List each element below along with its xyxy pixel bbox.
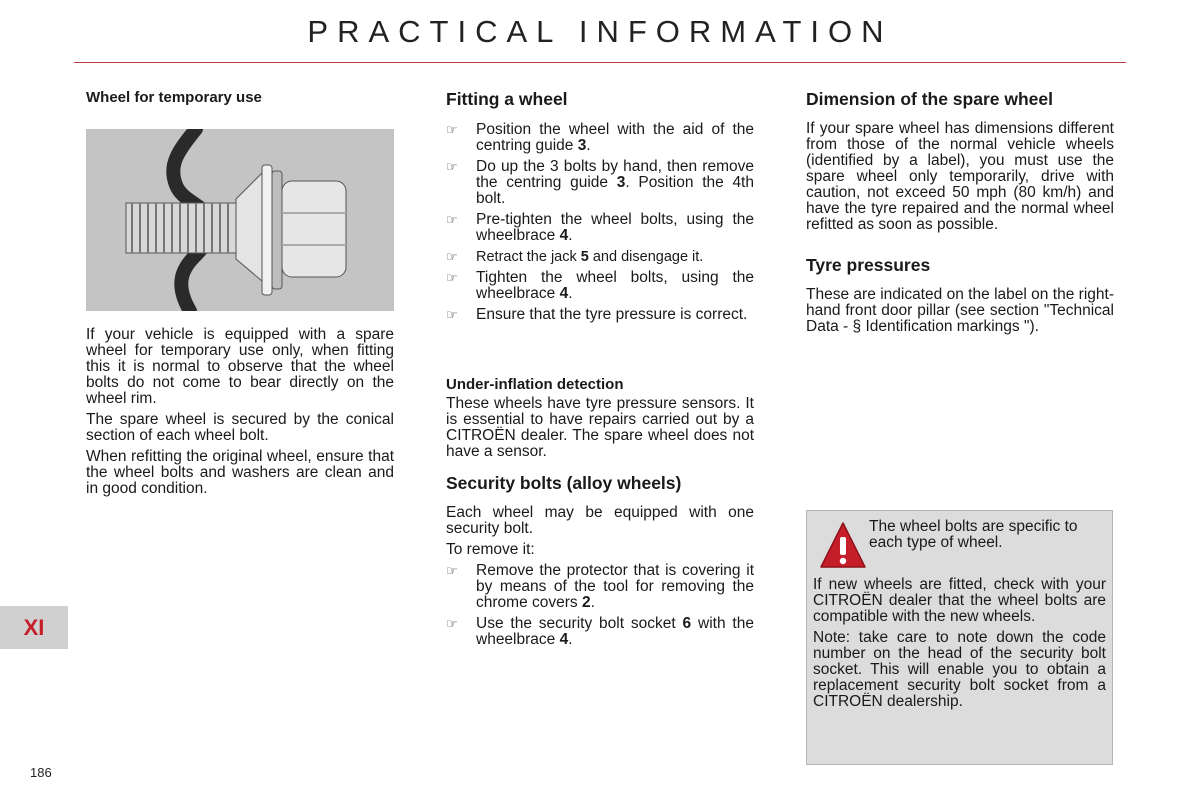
column-wheel-temporary	[86, 90, 394, 502]
security-steps-list	[446, 563, 754, 648]
list-item: ☞ Use the security bolt socket 6 with the wheelbrace 4.	[446, 615, 754, 648]
list-item: ☞ Ensure that the tyre pressure is correct.	[446, 306, 748, 323]
list-item: ☞ Retract the jack 5 and disengage it.	[446, 249, 704, 265]
warning-paragraph-1: If new wheels are fitted, check with your CITROËN dealer that the wheel bolts are compatible with the new wheels.	[813, 576, 1106, 625]
list-item: ☞ Position the wheel with the aid of the centring guide 3.	[446, 121, 754, 154]
pointing-hand-icon: ☞	[446, 307, 458, 322]
header-divider	[74, 62, 1126, 63]
paragraph-temporary-3: When refitting the original wheel, ensure that the wheel bolts and washers are clean and in good condition.	[86, 448, 394, 497]
paragraph-security-remove: To remove it:	[446, 541, 535, 558]
warning-box	[806, 510, 1113, 765]
heading-underinflation: Under-inflation detection	[446, 376, 624, 393]
list-item: ☞ Tighten the wheel bolts, using the wheelbrace 4.	[446, 269, 754, 302]
pointing-hand-icon: ☞	[446, 249, 458, 264]
heading-fitting-wheel: Fitting a wheel	[446, 89, 568, 109]
heading-tyre-pressures: Tyre pressures	[806, 255, 931, 275]
paragraph-spare-dimension: If your spare wheel has dimensions different from those of the normal vehicle wheels (identified by a label), you must use the spare wheel only temporarily, drive with caution, not exceed 50 mph (80 km/h) and have the tyre repaired and the normal wheel refitted as soon as possible.	[806, 120, 1114, 233]
wheel-bolt-illustration	[86, 129, 394, 311]
chapter-tab: XI	[0, 606, 68, 649]
paragraph-temporary-2: The spare wheel is secured by the conical section of each wheel bolt.	[86, 411, 394, 444]
warning-triangle-icon	[813, 519, 869, 571]
list-item: ☞ Pre-tighten the wheel bolts, using the wheelbrace 4.	[446, 211, 754, 244]
paragraph-underinflation: These wheels have tyre pressure sensors. It is essential to have repairs carried out by a CITROËN dealer. The spare wheel does not have a sensor.	[446, 395, 754, 460]
warning-paragraph-2: Note: take care to note down the code number on the head of the security bolt socket. This will enable you to obtain a replacement security bolt socket from a CITROËN dealership.	[813, 629, 1106, 710]
pointing-hand-icon: ☞	[446, 212, 458, 227]
pointing-hand-icon: ☞	[446, 563, 458, 578]
paragraph-tyre-pressures: These are indicated on the label on the right-hand front door pillar (see section "Technical Data - § Identification markings ").	[806, 286, 1114, 335]
wheel-bolt-image	[86, 129, 394, 311]
pointing-hand-icon: ☞	[446, 159, 458, 174]
list-item: ☞ Do up the 3 bolts by hand, then remove the centring guide 3. Position the 4th bolt.	[446, 158, 754, 207]
heading-security-bolts: Security bolts (alloy wheels)	[446, 473, 682, 493]
column-fitting-wheel	[446, 90, 754, 653]
page-number: 186	[30, 765, 52, 780]
pointing-hand-icon: ☞	[446, 270, 458, 285]
pointing-hand-icon: ☞	[446, 616, 458, 631]
paragraph-temporary-1: If your vehicle is equipped with a spare wheel for temporary use only, when fitting this it is normal to observe that the wheel bolts do not come to bear directly on the wheel rim.	[86, 326, 394, 407]
heading-spare-dimension: Dimension of the spare wheel	[806, 89, 1053, 109]
pointing-hand-icon: ☞	[446, 122, 458, 137]
list-item: ☞ Remove the protector that is covering it by means of the tool for removing the chrome covers 2.	[446, 562, 754, 611]
heading-wheel-temporary: Wheel for temporary use	[86, 89, 262, 106]
column-spare-dimension	[806, 90, 1114, 340]
paragraph-security-intro: Each wheel may be equipped with one security bolt.	[446, 504, 754, 537]
fitting-steps-list	[446, 122, 754, 323]
warning-lead: The wheel bolts are specific to each type of wheel.	[869, 518, 1078, 551]
page-title: PRACTICAL INFORMATION	[307, 14, 893, 49]
